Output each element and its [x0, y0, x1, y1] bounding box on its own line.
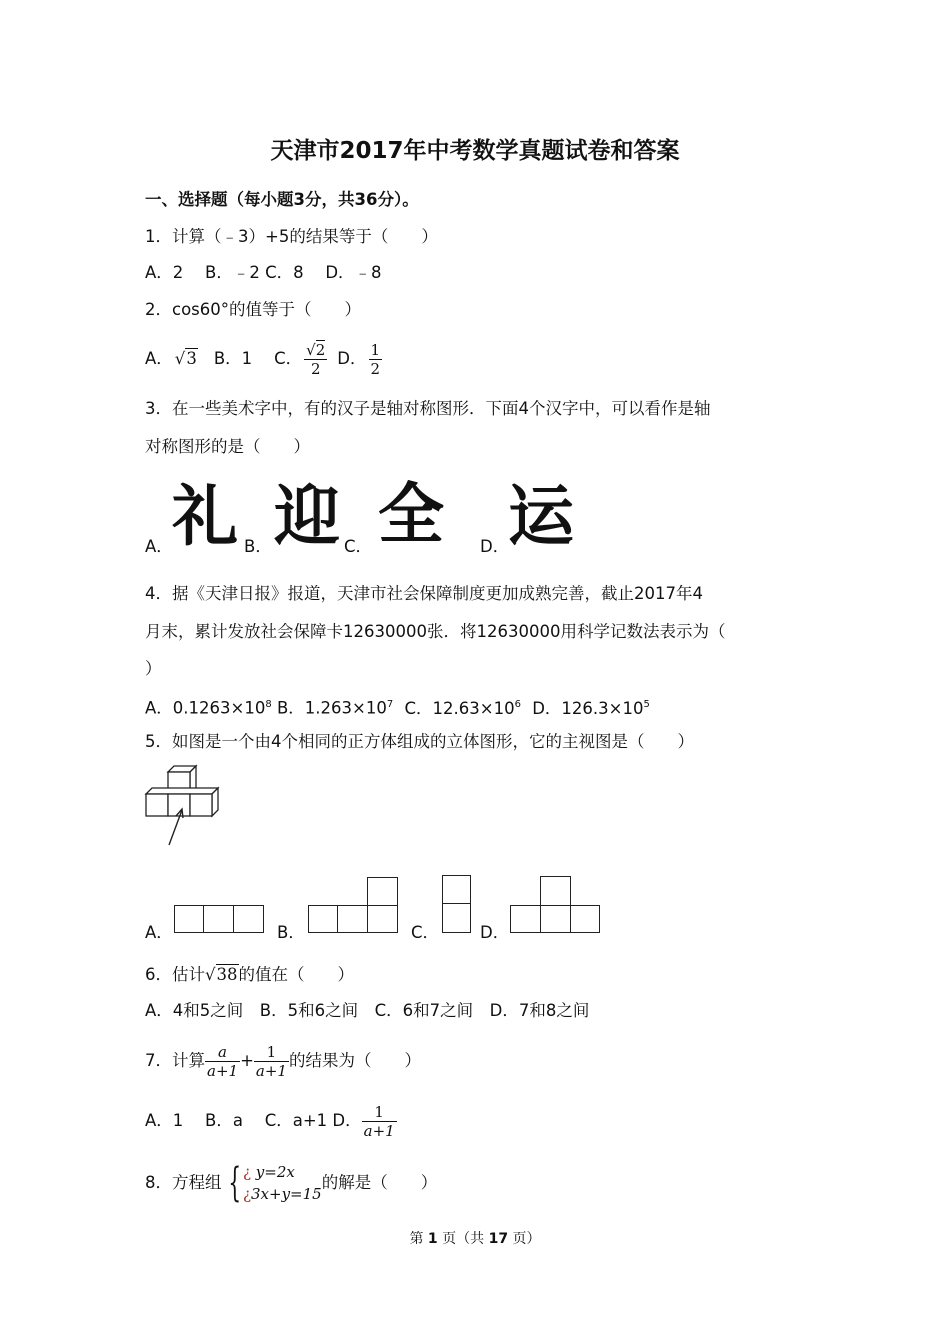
fraction-1 — [205, 1043, 240, 1080]
question-7-stem-post: 的结果为（ ） — [288, 1051, 421, 1070]
view-b-square-3 — [367, 905, 398, 933]
option-d-label: D． — [337, 349, 367, 368]
plus-sign: + — [240, 1051, 254, 1070]
view-b-square-1 — [308, 905, 338, 933]
fraction-1-numerator: a — [205, 1043, 240, 1062]
view-d-square-3 — [570, 905, 600, 933]
question-6-stem-pre: 6．估计 — [145, 965, 205, 984]
question-6-stem — [145, 964, 354, 986]
question-6-options: A．4和5之间 B．5和6之间 C．6和7之间 D．7和8之间 — [145, 1001, 590, 1020]
option-d-label: D． — [480, 537, 510, 556]
sqrt-expression: √3 — [174, 349, 197, 368]
fraction-d-numerator: 1 — [370, 340, 381, 359]
character-quan: 全 — [378, 476, 444, 553]
view-b-square-2 — [337, 905, 368, 933]
fraction-c-numerator: 2 — [315, 340, 326, 359]
exponent-a: 8 — [265, 699, 272, 710]
exponent-b: 7 — [386, 699, 394, 710]
option-c-label: C． — [274, 349, 303, 368]
fraction-2 — [254, 1043, 289, 1080]
question-4-stem-line2: 月末，累计发放社会保障卡12630000张．将12630000用科学记数法表示为（ — [145, 622, 726, 641]
left-brace-icon: { — [227, 1160, 241, 1206]
view-a-square-3 — [233, 905, 264, 933]
footer-prefix: 第 — [409, 1231, 424, 1247]
fraction-2-numerator: 1 — [254, 1043, 289, 1062]
question-8-stem-post: 的解是（ ） — [321, 1173, 438, 1192]
fraction-d-numerator: 1 — [362, 1103, 397, 1122]
footer-middle: 页（共 — [442, 1231, 485, 1247]
question-6-stem-post: 的值在（ ） — [238, 965, 355, 984]
sqrt-expression: √38 — [205, 965, 238, 984]
character-li: 礼 — [172, 478, 238, 555]
option-d-label: D． — [480, 923, 510, 942]
fraction-c: $\frac{√2}{2}$ — [306, 340, 326, 378]
equation-1-mark: ¿ — [242, 1163, 251, 1181]
equation-system — [243, 1161, 322, 1205]
option-a-label: A． — [145, 923, 173, 942]
question-4-stem-line3: ） — [145, 659, 162, 678]
question-2-stem: 2．cos60°的值等于（ ） — [145, 300, 362, 319]
cube-solid-figure — [138, 760, 228, 850]
option-d: D．126.3×10 — [532, 698, 644, 718]
view-b-square-top — [367, 877, 398, 906]
exponent-d: 5 — [643, 699, 650, 710]
question-2-options — [145, 336, 382, 382]
fraction-d — [362, 1103, 397, 1140]
exponent-c: 6 — [514, 699, 521, 710]
equation-1: y=2x — [255, 1163, 295, 1181]
equation-2-mark: ¿ — [242, 1185, 251, 1203]
fraction-d-denominator: a+1 — [363, 1121, 395, 1140]
option-c: C．12.63×10 — [404, 698, 515, 718]
question-5-stem: 5．如图是一个由4个相同的正方体组成的立体图形，它的主视图是（ ） — [145, 732, 694, 751]
character-yun: 运 — [508, 478, 574, 555]
question-4-options — [145, 694, 650, 720]
question-8-stem-pre: 8．方程组 — [145, 1173, 222, 1192]
question-1-options: A．2 B．﹣2 C．8 D．﹣8 — [145, 263, 382, 282]
option-a-label: A． — [145, 349, 173, 368]
page-number: 1 — [427, 1231, 438, 1247]
footer-suffix: 页） — [512, 1231, 541, 1247]
fraction-d — [369, 341, 383, 378]
page-title: 天津市2017年中考数学真题试卷和答案 — [270, 138, 680, 164]
option-c-label: C． — [344, 537, 373, 556]
section-heading: 一、选择题（每小题3分，共36分）。 — [145, 190, 419, 209]
question-4-stem-line1: 4．据《天津日报》报道，天津市社会保障制度更加成熟完善，截止2017年4 — [145, 584, 703, 603]
option-a-label: A． — [145, 537, 173, 556]
radicand: 38 — [216, 965, 238, 984]
total-pages: 17 — [488, 1231, 509, 1247]
view-d-square-top — [540, 876, 571, 906]
question-3-stem-line1: 3．在一些美术字中，有的汉子是轴对称图形．下面4个汉字中，可以看作是轴 — [145, 399, 711, 418]
question-3-stem-line2: 对称图形的是（ ） — [145, 437, 310, 456]
view-c-square-top — [442, 875, 471, 904]
view-c-square-bottom — [442, 903, 471, 933]
fraction-d-denominator: 2 — [370, 359, 381, 378]
option-b: B．1.263×10 — [276, 698, 387, 718]
question-7-options-text: A．1 B．a C．a+1 D． — [145, 1111, 362, 1130]
question-7-stem-pre: 7．计算 — [145, 1051, 205, 1070]
question-8-stem — [145, 1158, 437, 1208]
question-7-stem — [145, 1038, 421, 1084]
view-d-square-2 — [540, 905, 571, 933]
fraction-c-denominator: 2 — [310, 359, 321, 378]
equation-2: 3x+y=15 — [251, 1185, 322, 1203]
option-c-label: C． — [411, 923, 440, 942]
question-7-options — [145, 1098, 397, 1144]
fraction-1-denominator: a+1 — [207, 1061, 239, 1080]
option-b-label: B． — [244, 537, 272, 556]
fraction-2-denominator: a+1 — [255, 1061, 287, 1080]
page-footer — [0, 1228, 950, 1248]
option-b: B．1 — [213, 349, 253, 368]
option-a: A．0.1263×10 — [145, 698, 266, 718]
option-b-label: B． — [277, 923, 305, 942]
question-1-stem: 1．计算（﹣3）+5的结果等于（ ） — [145, 227, 438, 246]
view-a-square-1 — [174, 905, 204, 933]
view-a-square-2 — [203, 905, 234, 933]
view-d-square-1 — [510, 905, 541, 933]
radicand: 3 — [186, 349, 197, 368]
character-ying: 迎 — [274, 478, 340, 555]
